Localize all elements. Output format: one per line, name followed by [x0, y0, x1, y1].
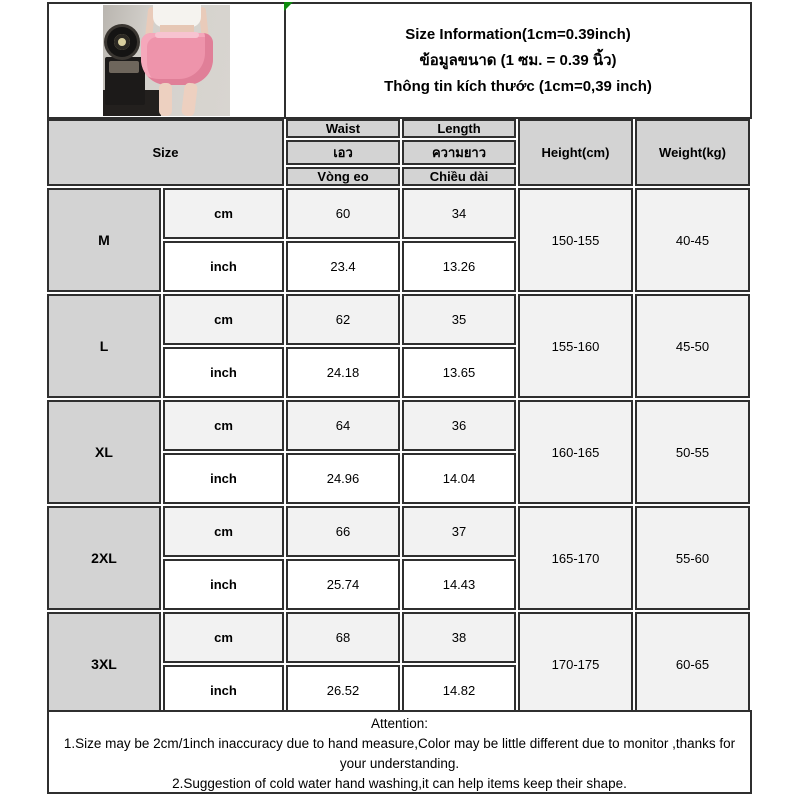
size-name-xl: XL — [47, 400, 161, 504]
weight-range: 60-65 — [635, 612, 750, 716]
table-row — [47, 400, 750, 451]
photo-speaker-cone — [114, 34, 130, 50]
unit-cm-label: cm — [163, 506, 284, 557]
height-range: 160-165 — [518, 400, 633, 504]
length-inch-value: 14.04 — [402, 453, 516, 504]
waist-inch-value: 25.74 — [286, 559, 400, 610]
waist-header-vi: Vòng eo — [286, 167, 400, 186]
waist-header-th: เอว — [286, 140, 400, 165]
height-range: 165-170 — [518, 506, 633, 610]
height-range: 150-155 — [518, 188, 633, 292]
unit-cm-label: cm — [163, 294, 284, 345]
length-cm-value: 38 — [402, 612, 516, 663]
size-column-header: Size — [47, 119, 284, 186]
unit-inch-label: inch — [163, 241, 284, 292]
waist-inch-value: 24.18 — [286, 347, 400, 398]
height-range: 170-175 — [518, 612, 633, 716]
title-english: Size Information(1cm=0.39inch) — [405, 25, 631, 43]
unit-inch-label: inch — [163, 665, 284, 716]
title-thai: ข้อมูลขนาด (1 ซม. = 0.39 นิ้ว) — [419, 51, 617, 69]
product-photo — [103, 5, 230, 116]
unit-inch-label: inch — [163, 347, 284, 398]
length-cm-value: 36 — [402, 400, 516, 451]
waist-inch-value: 23.4 — [286, 241, 400, 292]
waist-inch-value: 26.52 — [286, 665, 400, 716]
size-name-3xl: 3XL — [47, 612, 161, 716]
height-range: 155-160 — [518, 294, 633, 398]
size-table — [45, 117, 752, 718]
size-name-m: M — [47, 188, 161, 292]
attention-note-2: 2.Suggestion of cold water hand washing,it can help items keep their shape. — [172, 776, 627, 791]
length-cm-value: 37 — [402, 506, 516, 557]
unit-cm-label: cm — [163, 612, 284, 663]
waist-cm-value: 60 — [286, 188, 400, 239]
length-inch-value: 13.65 — [402, 347, 516, 398]
unit-inch-label: inch — [163, 453, 284, 504]
waist-cm-value: 62 — [286, 294, 400, 345]
attention-box — [47, 710, 752, 794]
size-info-title-block — [286, 4, 750, 117]
length-inch-value: 14.82 — [402, 665, 516, 716]
size-name-2xl: 2XL — [47, 506, 161, 610]
length-cm-value: 35 — [402, 294, 516, 345]
unit-inch-label: inch — [163, 559, 284, 610]
top-banner — [47, 2, 752, 119]
length-header-th: ความยาว — [402, 140, 516, 165]
attention-heading: Attention: — [370, 716, 429, 731]
table-row — [47, 294, 750, 345]
green-corner-mark — [284, 2, 293, 11]
product-photo-cell — [49, 4, 286, 117]
title-vietnamese: Thông tin kích thước (1cm=0,39 inch) — [384, 77, 652, 95]
photo-shorts-waistband — [155, 32, 199, 38]
table-row — [47, 188, 750, 239]
height-column-header: Height(cm) — [518, 119, 633, 186]
photo-model-leg-right — [181, 82, 198, 116]
weight-range: 45-50 — [635, 294, 750, 398]
waist-cm-value: 68 — [286, 612, 400, 663]
length-cm-value: 34 — [402, 188, 516, 239]
length-header-en: Length — [402, 119, 516, 138]
unit-cm-label: cm — [163, 400, 284, 451]
attention-note-1: 1.Size may be 2cm/1inch inaccuracy due to hand measure,Color may be little different due to monitor ,thanks for your understanding. — [63, 736, 736, 771]
size-name-l: L — [47, 294, 161, 398]
waist-cm-value: 64 — [286, 400, 400, 451]
table-row — [47, 506, 750, 557]
photo-pink-shorts — [141, 33, 213, 85]
length-inch-value: 14.43 — [402, 559, 516, 610]
table-row — [47, 612, 750, 663]
weight-range: 40-45 — [635, 188, 750, 292]
waist-inch-value: 24.96 — [286, 453, 400, 504]
unit-cm-label: cm — [163, 188, 284, 239]
photo-crop-top — [153, 5, 201, 27]
weight-range: 50-55 — [635, 400, 750, 504]
photo-model-leg-left — [159, 83, 172, 116]
length-inch-value: 13.26 — [402, 241, 516, 292]
length-header-vi: Chiều dài — [402, 167, 516, 186]
weight-column-header: Weight(kg) — [635, 119, 750, 186]
photo-amp — [109, 61, 139, 73]
weight-range: 55-60 — [635, 506, 750, 610]
waist-cm-value: 66 — [286, 506, 400, 557]
waist-header-en: Waist — [286, 119, 400, 138]
